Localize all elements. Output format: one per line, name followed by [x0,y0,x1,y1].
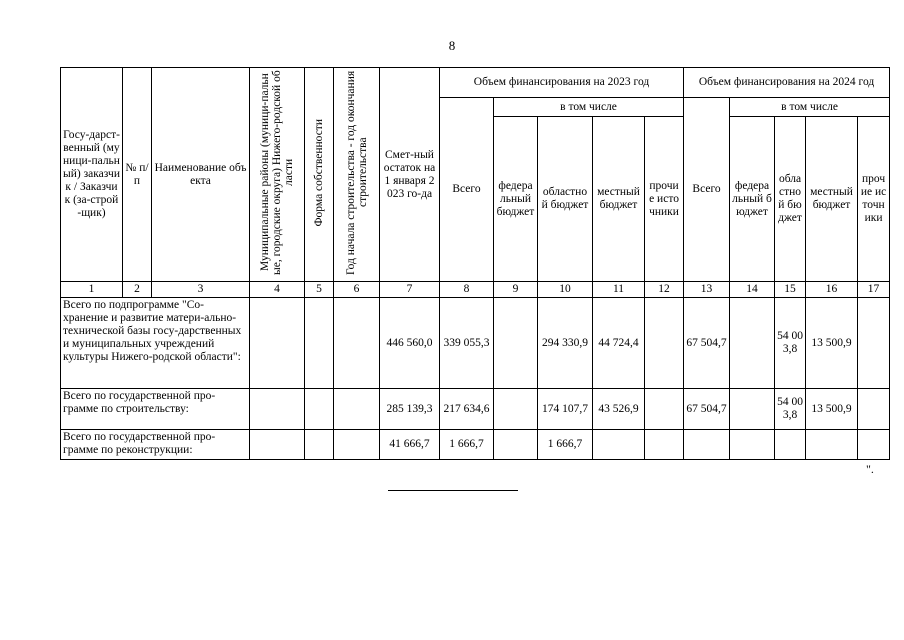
row-label: Всего по государственной про-грамме по реконструкции: [61,430,250,460]
cell-estimate: 41 666,7 [380,430,440,460]
header-total-2024: Всего [684,98,730,282]
cell-years [334,430,380,460]
table-row-reconstruction [61,430,890,460]
cell-federal-2024 [730,430,775,460]
cell-ownership [305,430,334,460]
column-number: 14 [730,282,775,298]
cell-federal-2023 [494,389,538,430]
cell-local-2024: 13 500,9 [806,389,858,430]
cell-regional-2023: 1 666,7 [538,430,593,460]
header-including-2023: в том числе [494,98,684,117]
cell-municipal [250,389,305,430]
header-other-2023: прочие источники [645,117,684,282]
cell-municipal [250,430,305,460]
header-other-2024: прочие источники [858,117,890,282]
cell-ownership [305,298,334,389]
cell-other-2024 [858,389,890,430]
column-number: 17 [858,282,890,298]
cell-other-2023 [645,298,684,389]
column-number: 13 [684,282,730,298]
cell-regional-2024: 54 003,8 [775,298,806,389]
cell-federal-2023 [494,430,538,460]
cell-total-2024: 67 504,7 [684,298,730,389]
cell-federal-2024 [730,389,775,430]
column-number: 8 [440,282,494,298]
cell-ownership [305,389,334,430]
cell-federal-2024 [730,298,775,389]
header-municipal-districts: Муниципальные районы (муници-пальные, городские округа) Нижего-родской области [250,68,305,282]
cell-local-2023: 43 526,9 [593,389,645,430]
cell-total-2024: 67 504,7 [684,389,730,430]
column-number: 7 [380,282,440,298]
column-number: 15 [775,282,806,298]
column-number: 12 [645,282,684,298]
cell-estimate: 446 560,0 [380,298,440,389]
cell-other-2024 [858,298,890,389]
cell-regional-2023: 294 330,9 [538,298,593,389]
column-number: 5 [305,282,334,298]
header-regional-2024: областной бюджет [775,117,806,282]
column-number-row [61,282,890,298]
cell-local-2024: 13 500,9 [806,298,858,389]
header-customer: Госу-дарст-венный (муници-пальный) заказчик / Заказчик (за-строй-щик) [61,68,123,282]
cell-local-2024 [806,430,858,460]
column-number: 6 [334,282,380,298]
column-number: 3 [152,282,250,298]
header-including-2024: в том числе [730,98,890,117]
cell-total-2023: 1 666,7 [440,430,494,460]
financing-table [60,67,890,460]
column-number: 4 [250,282,305,298]
header-estimate-balance: Смет-ный остаток на 1 января 2023 го-да [380,68,440,282]
column-number: 1 [61,282,123,298]
cell-total-2023: 339 055,3 [440,298,494,389]
header-years: Год начала строительства - год окончания строительства [334,68,380,282]
column-number: 9 [494,282,538,298]
cell-estimate: 285 139,3 [380,389,440,430]
column-number: 16 [806,282,858,298]
cell-total-2024 [684,430,730,460]
header-fin-2024: Объем финансирования на 2024 год [684,68,890,98]
table-row-subprogram [61,298,890,389]
header-total-2023: Всего [440,98,494,282]
cell-regional-2023: 174 107,7 [538,389,593,430]
cell-regional-2024: 54 003,8 [775,389,806,430]
header-local-2024: местный бюджет [806,117,858,282]
header-federal-2023: федеральный бюджет [494,117,538,282]
separator-line [388,490,518,491]
table-row-construction [61,389,890,430]
cell-municipal [250,298,305,389]
cell-other-2023 [645,430,684,460]
closing-quote-mark: ". [866,462,874,476]
header-federal-2024: федеральный бюджет [730,117,775,282]
cell-other-2024 [858,430,890,460]
cell-federal-2023 [494,298,538,389]
row-label: Всего по государственной про-грамме по строительству: [61,389,250,430]
column-number: 11 [593,282,645,298]
header-ownership: Форма собственности [305,68,334,282]
column-number: 10 [538,282,593,298]
header-fin-2023: Объем финансирования на 2023 год [440,68,684,98]
header-regional-2023: областной бюджет [538,117,593,282]
cell-years [334,298,380,389]
column-number: 2 [123,282,152,298]
cell-local-2023 [593,430,645,460]
header-number: № п/п [123,68,152,282]
cell-years [334,389,380,430]
cell-regional-2024 [775,430,806,460]
row-label: Всего по подпрограмме "Со-хранение и развитие матери-ально-технической базы госу-дарственных и муниципальных учреждений культуры Нижего-родской области": [61,298,250,389]
page-number: 8 [448,38,456,53]
header-object-name: Наименование объекта [152,68,250,282]
cell-total-2023: 217 634,6 [440,389,494,430]
cell-other-2023 [645,389,684,430]
cell-local-2023: 44 724,4 [593,298,645,389]
header-local-2023: местный бюджет [593,117,645,282]
